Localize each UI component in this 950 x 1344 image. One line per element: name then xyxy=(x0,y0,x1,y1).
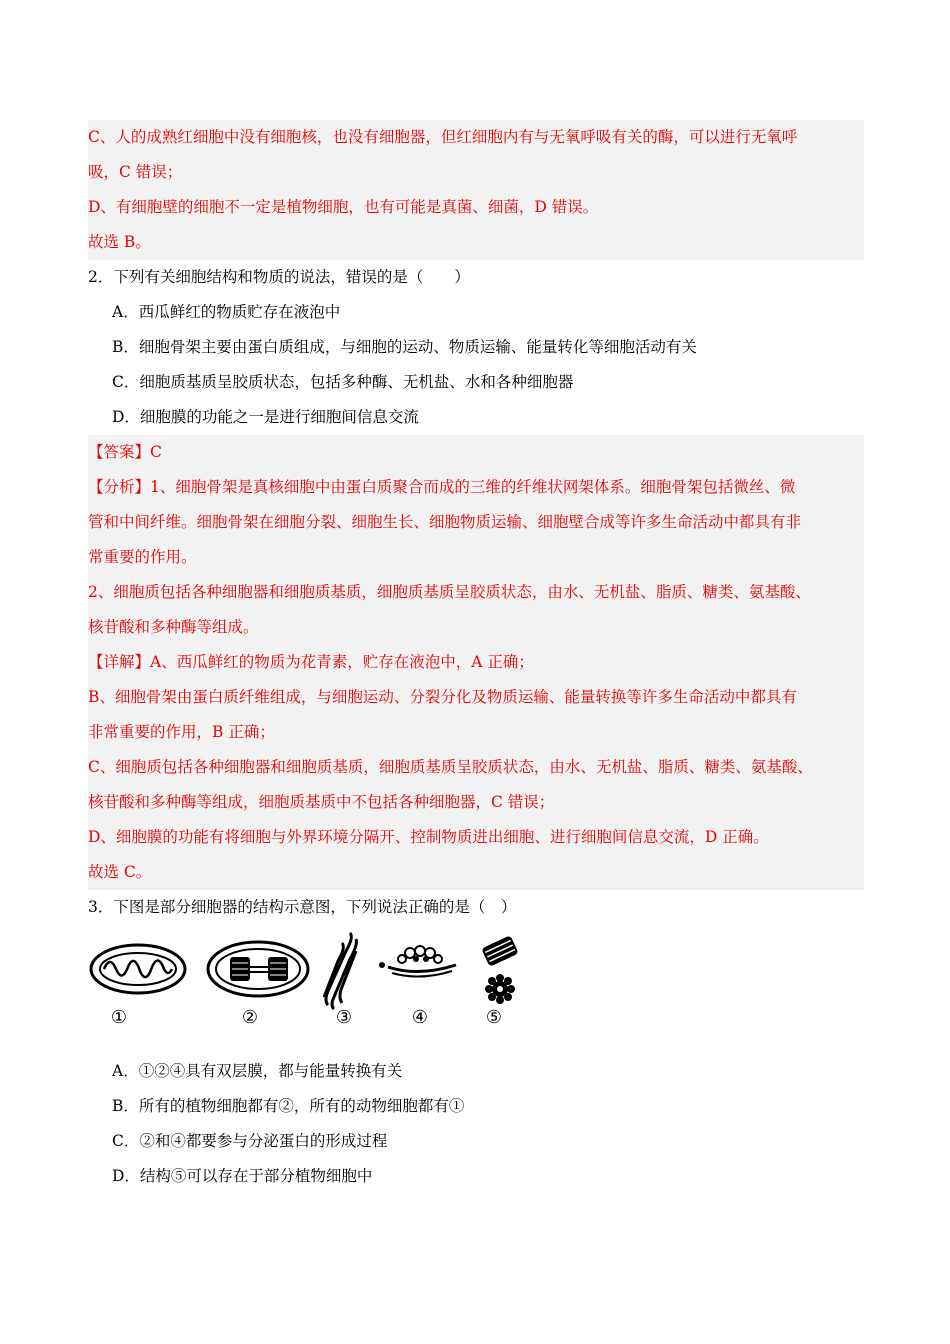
solution-block-1 xyxy=(88,120,864,260)
analysis-line xyxy=(88,470,864,505)
analysis-line: 2、细胞质包括各种细胞器和细胞质基质，细胞质基质呈胶质状态，由水、无机盐、脂质、糖类、氨基酸、 xyxy=(88,583,811,601)
option-d: D．结构⑤可以存在于部分植物细胞中 xyxy=(112,1167,373,1185)
figure-label-3: ③ xyxy=(335,1007,353,1028)
solution-line: 故选 B。 xyxy=(88,233,151,251)
option-a: A．西瓜鲜红的物质贮存在液泡中 xyxy=(112,303,341,321)
detail-line: 故选 C。 xyxy=(88,863,152,881)
solution-line: 吸，C 错误； xyxy=(88,163,183,181)
option-c: C．②和④都要参与分泌蛋白的形成过程 xyxy=(112,1132,388,1150)
option-d: D．细胞膜的功能之一是进行细胞间信息交流 xyxy=(112,408,419,426)
solution-line: C、人的成熟红细胞中没有细胞核，也没有细胞器，但红细胞内有与无氧呼吸有关的酶，可以进行无氧呼 xyxy=(88,128,798,146)
detail-line: B、细胞骨架由蛋白质纤维组成，与细胞运动、分裂分化及物质运输、能量转换等许多生命活动中都具有 xyxy=(88,688,797,706)
detail-line xyxy=(88,645,864,680)
detail-line: 非常重要的作用，B 正确； xyxy=(88,723,275,741)
answer-line xyxy=(88,435,864,470)
centrosome-image xyxy=(478,933,524,1009)
document-page xyxy=(88,120,864,1194)
detail-line: D、细胞膜的功能有将细胞与外界环境分隔开、控制物质进出细胞、进行细胞间信息交流，D 正确。 xyxy=(88,828,769,846)
detail-text: A、西瓜鲜红的物质为花青素，贮存在液泡中，A 正确； xyxy=(150,653,534,671)
question-stem: 2．下列有关细胞结构和物质的说法，错误的是（ ） xyxy=(88,268,470,286)
endoplasmic-reticulum-image xyxy=(320,931,360,1011)
detail-line: 核苷酸和多种酶等组成，细胞质基质中不包括各种细胞器，C 错误； xyxy=(88,793,555,811)
question-stem: 3．下图是部分细胞器的结构示意图，下列说法正确的是（ ） xyxy=(88,898,517,916)
option-b: B．所有的植物细胞都有②，所有的动物细胞都有① xyxy=(112,1097,465,1115)
solution-line: D、有细胞壁的细胞不一定是植物细胞，也有可能是真菌、细菌，D 错误。 xyxy=(88,198,599,216)
detail-tag: 【详解】 xyxy=(88,653,151,671)
figure-label-4: ④ xyxy=(411,1007,429,1028)
golgi-apparatus-image xyxy=(376,937,462,987)
option-b: B．细胞骨架主要由蛋白质组成，与细胞的运动、物质运输、能量转化等细胞活动有关 xyxy=(112,338,697,356)
mitochondrion-image xyxy=(88,941,188,997)
analysis-line: 管和中间纤维。细胞骨架在细胞分裂、细胞生长、细胞物质运输、细胞壁合成等许多生命活动中都具有非 xyxy=(88,513,802,531)
solution-block-2 xyxy=(88,435,864,890)
figure-label-2: ② xyxy=(241,1007,259,1028)
question-3 xyxy=(88,890,864,1194)
answer-tag: 【答案】 xyxy=(88,443,151,461)
analysis-line: 常重要的作用。 xyxy=(88,548,197,566)
figure-label-5: ⑤ xyxy=(485,1007,503,1028)
analysis-text: 1、细胞骨架是真核细胞中由蛋白质聚合而成的三维的纤维状网架体系。细胞骨架包括微丝、微 xyxy=(150,478,796,496)
figure-label-1: ① xyxy=(110,1007,128,1028)
chloroplast-image xyxy=(206,939,310,999)
analysis-tag: 【分析】 xyxy=(88,478,151,496)
option-a: A．①②④具有双层膜，都与能量转换有关 xyxy=(112,1062,403,1080)
detail-line: C、细胞质包括各种细胞器和细胞质基质，细胞质基质呈胶质状态，由水、无机盐、脂质、糖类、氨基酸、 xyxy=(88,758,813,776)
question-2 xyxy=(88,260,864,435)
organelle-figure xyxy=(88,931,864,1046)
analysis-line: 核苷酸和多种酶等组成。 xyxy=(88,618,259,636)
option-c: C．细胞质基质呈胶质状态，包括多种酶、无机盐、水和各种细胞器 xyxy=(112,373,574,391)
answer-value: C xyxy=(150,443,162,461)
